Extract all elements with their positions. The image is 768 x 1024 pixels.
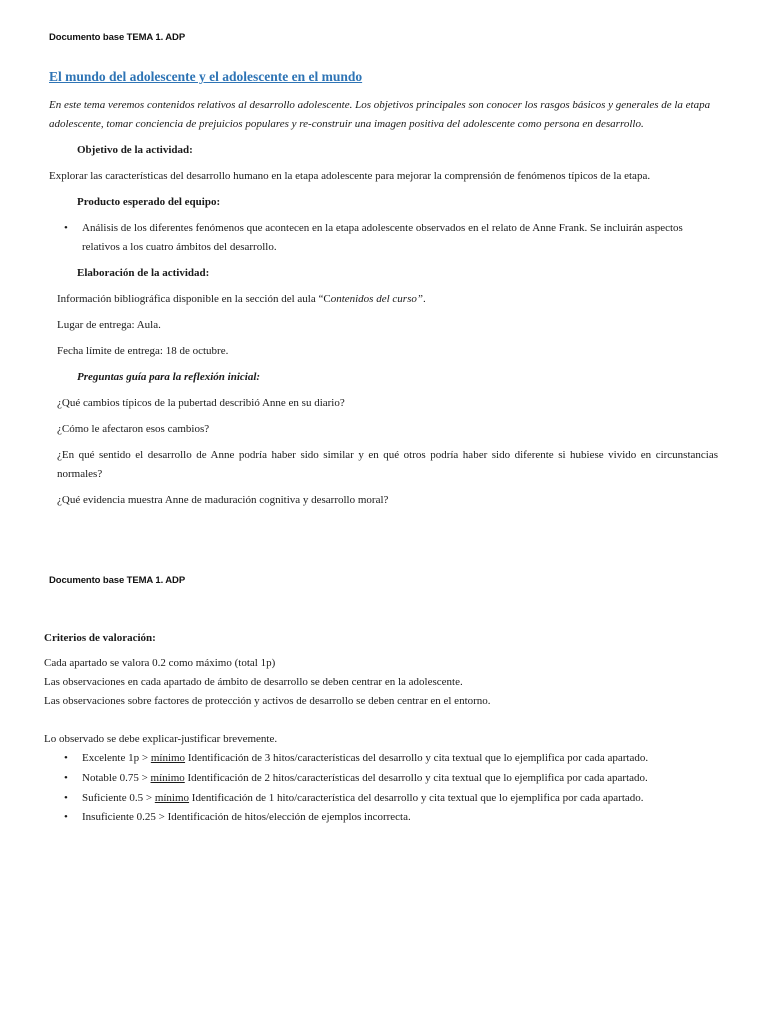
bullet-marker: • [64,752,68,764]
product-item: Análisis de los diferentes fenómenos que acontecen en la etapa adolescente observados en el relato de Anne Frank. Se incluirán aspectos relativos a los cuatro ámbitos del desarrollo. [82,222,683,253]
question-1: ¿Qué cambios típicos de la pubertad describió Anne en su diario? [57,397,345,409]
question-3: ¿En qué sentido el desarrollo de Anne podría haber sido similar y en qué otros podría haber sido diferente si hubiese vivido en circunstancias normales? [57,449,718,480]
info-suffix: . [422,293,426,305]
grade-minimum: mínimo [154,792,190,804]
criteria-heading: Criterios de valoración: [44,632,156,644]
questions-heading: Preguntas guía para la reflexión inicial: [77,371,261,383]
grade-minimum: mínimo [150,752,186,764]
grade-insufficient [82,808,411,827]
question-4: ¿Qué evidencia muestra Anne de maduración cognitiva y desarrollo moral? [57,494,389,506]
grade-sufficient [82,789,644,808]
objective-heading: Objetivo de la actividad: [77,144,193,156]
info-course-contents: ontenidos del curso” [330,293,423,305]
grade-description: Identificación de 1 hito/característica del desarrollo y cita textual que lo ejemplifica por cada apartado. [189,792,644,804]
grade-label: Suficiente 0.5 > [82,792,155,804]
grade-label: Notable 0.75 > [82,772,151,784]
grade-minimum: mínimo [150,772,185,784]
elaboration-heading: Elaboración de la actividad: [77,267,210,279]
page-title: El mundo del adolescente y el adolescente en el mundo [49,69,363,84]
grade-excellent [82,749,648,768]
product-heading: Producto esperado del equipo: [77,196,221,208]
question-2: ¿Cómo le afectaron esos cambios? [57,423,210,435]
grade-description: Identificación de 3 hitos/características del desarrollo y cita textual que lo ejemplifica por cada apartado. [185,752,649,764]
criteria-line-3: Las observaciones sobre factores de protección y activos de desarrollo se deben centrar en el entorno. [44,695,491,707]
grade-label: Insuficiente 0.25 > Identificación de hitos/elección de ejemplos incorrecta. [82,811,411,823]
bullet-marker: • [64,792,68,804]
intro-paragraph: En este tema veremos contenidos relativos al desarrollo adolescente. Los objetivos principales son conocer los rasgos básicos y generales de la etapa adolescente, tomar conciencia de prejuicios populares y re-construir una imagen positiva del adolescente como persona en desarrollo. [49,99,711,130]
delivery-place: Lugar de entrega: Aula. [57,319,161,331]
criteria-line-4: Lo observado se debe explicar-justificar brevemente. [44,733,278,745]
document-header-label-2: Documento base TEMA 1. ADP [49,575,186,586]
criteria-line-2: Las observaciones en cada apartado de ámbito de desarrollo se deben centrar en la adolescente. [44,676,463,688]
deadline: Fecha límite de entrega: 18 de octubre. [57,345,229,357]
document-header-label: Documento base TEMA 1. ADP [49,32,186,43]
info-prefix: Información bibliográfica disponible en la sección del aula “C [57,293,331,305]
bullet-marker: • [64,222,68,234]
grade-notable [82,769,648,788]
criteria-line-1: Cada apartado se valora 0.2 como máximo (total 1p) [44,657,276,669]
grade-description: Identificación de 2 hitos/características del desarrollo y cita textual que lo ejemplifica por cada apartado. [184,772,648,784]
bullet-marker: • [64,811,68,823]
grade-label: Excelente 1p > [82,752,151,764]
bullet-marker: • [64,772,68,784]
info-line [57,290,426,309]
objective-text: Explorar las características del desarrollo humano en la etapa adolescente para mejorar la comprensión de fenómenos típicos de la etapa. [49,170,651,182]
